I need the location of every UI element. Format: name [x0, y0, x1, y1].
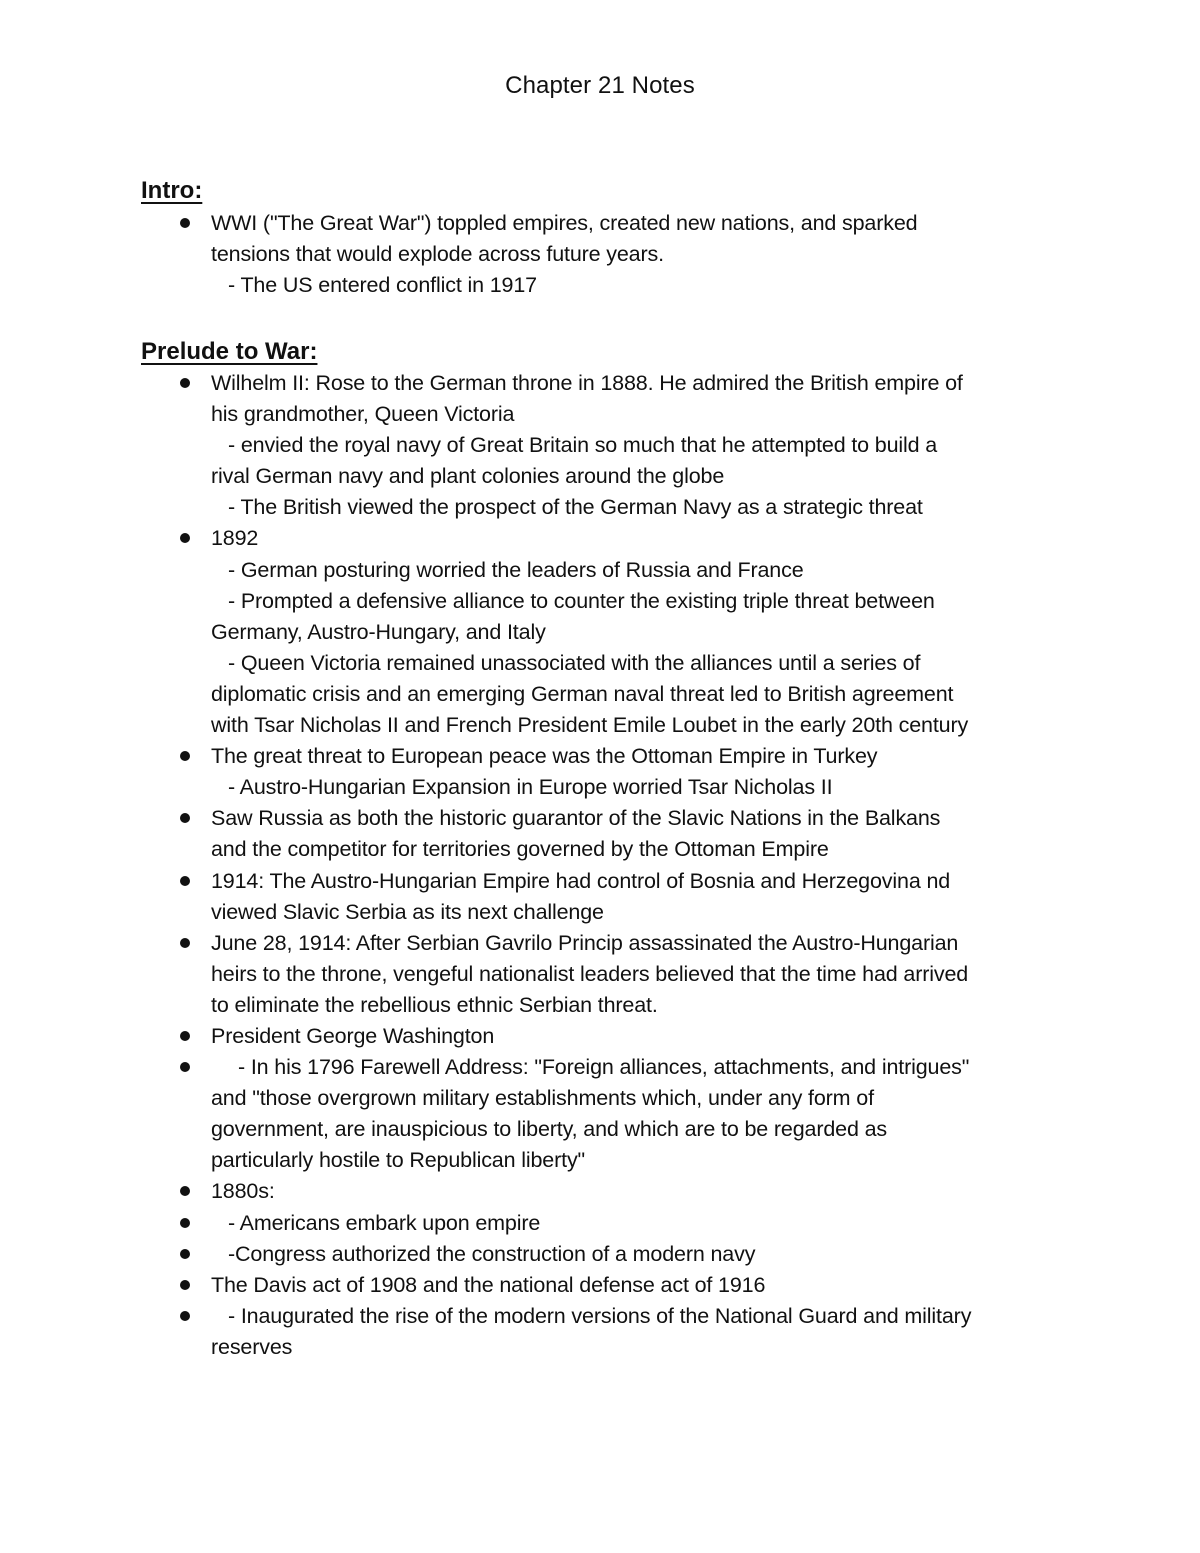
bullet-icon: [180, 1186, 190, 1196]
list-item: [0, 1176, 1200, 1207]
list-item: [0, 523, 1200, 741]
list-item: [0, 368, 1200, 523]
item-text: President George Washington: [211, 1023, 495, 1048]
list-item: [0, 866, 1200, 928]
list-item: [0, 208, 1200, 301]
list-item: [0, 1301, 1200, 1363]
bullet-icon: [180, 1280, 190, 1290]
sub-point: - Americans embark upon empire: [228, 1210, 541, 1235]
bullet-icon: [180, 533, 190, 543]
item-text: with Tsar Nicholas II and French President Emile Loubet in the early 20th century: [211, 713, 969, 738]
bullet-icon: [180, 378, 190, 388]
list-item: [0, 1208, 1200, 1239]
item-text: The Davis act of 1908 and the national defense act of 1916: [211, 1272, 766, 1297]
intro-list: [0, 208, 1200, 301]
item-text: rival German navy and plant colonies around the globe: [211, 464, 725, 489]
sub-point: - Queen Victoria remained unassociated with the alliances until a series of: [228, 650, 921, 675]
bullet-icon: [180, 751, 190, 761]
prelude-heading: Prelude to War:: [141, 338, 318, 365]
item-text: particularly hostile to Republican liberty": [211, 1148, 586, 1173]
item-text: and the competitor for territories governed by the Ottoman Empire: [211, 837, 829, 862]
sub-point: - German posturing worried the leaders of Russia and France: [228, 557, 804, 582]
sub-point: - Inaugurated the rise of the modern versions of the National Guard and military: [228, 1303, 972, 1328]
item-text: to eliminate the rebellious ethnic Serbian threat.: [211, 992, 658, 1017]
bullet-icon: [180, 1311, 190, 1321]
document-title: Chapter 21 Notes: [505, 72, 695, 99]
intro-heading: Intro:: [141, 177, 203, 204]
bullet-icon: [180, 218, 190, 228]
item-text: Germany, Austro-Hungary, and Italy: [211, 619, 546, 644]
list-item: [0, 1239, 1200, 1270]
item-text: viewed Slavic Serbia as its next challenge: [211, 899, 604, 924]
bullet-icon: [180, 1218, 190, 1228]
item-text: government, are inauspicious to liberty, and which are to be regarded as: [211, 1117, 888, 1142]
item-text: Saw Russia as both the historic guarantor of the Slavic Nations in the Balkans: [211, 806, 941, 831]
item-text: WWI ("The Great War") toppled empires, created new nations, and sparked: [211, 211, 918, 235]
sub-point: - envied the royal navy of Great Britain so much that he attempted to build a: [228, 433, 938, 458]
sub-point: - Austro-Hungarian Expansion in Europe worried Tsar Nicholas II: [228, 775, 833, 800]
bullet-icon: [180, 938, 190, 948]
item-text: The great threat to European peace was the Ottoman Empire in Turkey: [211, 744, 878, 769]
list-item: [0, 1052, 1200, 1176]
sub-point: - The British viewed the prospect of the German Navy as a strategic threat: [228, 495, 923, 520]
item-text: 1892: [211, 526, 259, 551]
sub-point: - In his 1796 Farewell Address: "Foreign alliances, attachments, and intrigues": [238, 1055, 970, 1080]
bullet-icon: [180, 813, 190, 823]
sub-point: - Prompted a defensive alliance to counter the existing triple threat between: [228, 588, 935, 613]
bullet-icon: [180, 1031, 190, 1041]
bullet-icon: [180, 876, 190, 886]
list-item: [0, 928, 1200, 1021]
bullet-icon: [180, 1249, 190, 1259]
list-item: [0, 1270, 1200, 1301]
item-text: and "those overgrown military establishments which, under any form of: [211, 1086, 874, 1111]
item-text: tensions that would explode across future years.: [211, 242, 664, 267]
item-text: June 28, 1914: After Serbian Gavrilo Princip assassinated the Austro-Hungarian: [211, 930, 959, 955]
item-text: Wilhelm II: Rose to the German throne in 1888. He admired the British empire of: [211, 371, 963, 395]
list-item: [0, 741, 1200, 803]
bullet-icon: [180, 1062, 190, 1072]
list-item: [0, 1021, 1200, 1052]
item-text: reserves: [211, 1334, 293, 1359]
sub-point: - The US entered conflict in 1917: [228, 273, 537, 298]
item-text: 1880s:: [211, 1179, 275, 1204]
prelude-list: [0, 368, 1200, 1363]
item-text: diplomatic crisis and an emerging German naval threat led to British agreement: [211, 681, 954, 706]
item-text: his grandmother, Queen Victoria: [211, 402, 515, 427]
item-text: 1914: The Austro-Hungarian Empire had control of Bosnia and Herzegovina nd: [211, 868, 951, 893]
item-text: heirs to the throne, vengeful nationalist leaders believed that the time had arrived: [211, 961, 969, 986]
list-item: [0, 803, 1200, 865]
sub-point: -Congress authorized the construction of a modern navy: [228, 1241, 756, 1266]
